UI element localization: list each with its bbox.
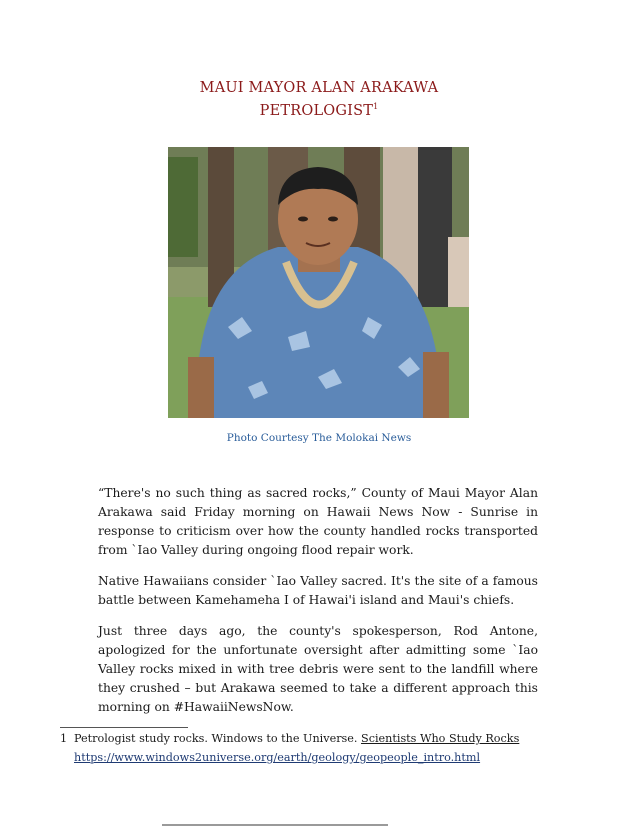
paragraph-iao-valley: Native Hawaiians consider `Iao Valley sacred. It's the site of a famous battle between Kamehameha I of Hawai'i island and Maui's chiefs. [98,574,538,607]
headline-line-2 [0,102,638,119]
photo-caption: Photo Courtesy The Molokai News [226,432,412,444]
mayor-photo-illustration [168,147,469,418]
mayor-photo [168,147,469,418]
footnote [60,729,540,767]
footnote-divider [60,727,188,728]
headline-petrologist: PETROLOGIST [259,102,374,119]
footnote-text: Petrologist study rocks. Windows to the Universe. [74,732,362,745]
paragraph-apology: Just three days ago, the county's spokesperson, Rod Antone, apologized for the unfortunate oversight after admitting some `Iao Valley rocks mixed in with tree debris were sent to the landfill where they crushed – but Arakawa seemed to take a different approach this morning on #HawaiiNewsNow. [98,624,538,714]
footnote-marker[interactable]: 1 [373,102,379,111]
footnote-link-title[interactable]: Scientists Who Study Rocks [361,732,520,745]
footnote-number: 1 [60,732,68,745]
footnote-url-link[interactable]: https://www.windows2universe.org/earth/geology/geopeople_intro.html [74,751,481,764]
paragraph-quote: “There's no such thing as sacred rocks,” County of Maui Mayor Alan Arakawa said Friday morning on Hawaii News Now - Sunrise in response to criticism over how the county handled rocks transported from `Iao Valley during ongoing flood repair work. [98,486,538,557]
headline-line-1: MAUI MAYOR ALAN ARAKAWA [199,80,439,96]
